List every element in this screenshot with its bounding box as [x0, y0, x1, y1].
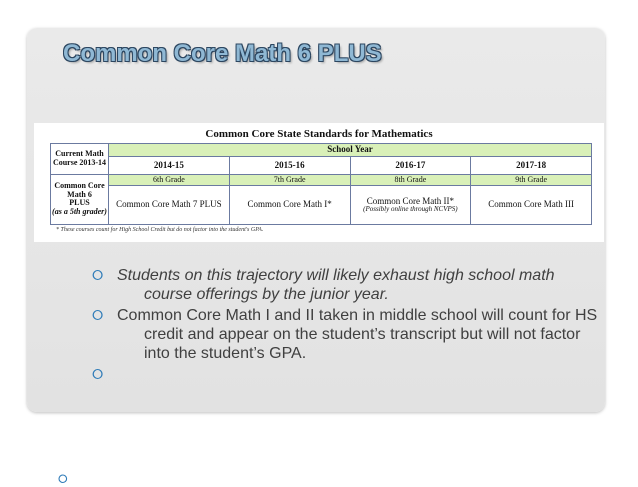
- course-note: (Possibly online through NCVPS): [363, 205, 458, 214]
- slide-title: Common Core Math 6 PLUS: [63, 40, 382, 67]
- bullet-text: Students on this trajectory will likely exhaust high school math course offerings by the junior year.: [117, 267, 555, 303]
- standards-table-figure: [34, 123, 604, 242]
- bullet-item: [92, 306, 602, 363]
- year-cell: 2017-18: [471, 157, 592, 174]
- current-course-cell: [51, 174, 109, 224]
- grade-cell: 9th Grade: [471, 174, 592, 186]
- table-footnote: * These courses count for High School Credit but do not factor into the student's GPA.: [56, 227, 264, 233]
- year-cell: 2015-16: [229, 157, 350, 174]
- course-cell: [229, 186, 350, 225]
- course-cell: [471, 186, 592, 225]
- year-cell: 2014-15: [109, 157, 230, 174]
- course-cell: [109, 186, 230, 225]
- grade-cell: 7th Grade: [229, 174, 350, 186]
- grade-cell: 6th Grade: [109, 174, 230, 186]
- current-course-name: Common Core Math 6: [54, 181, 105, 199]
- course-name: Common Core Math II*: [366, 195, 454, 206]
- ring-bullet-icon: ⭘: [92, 307, 104, 323]
- ring-bullet-icon: ⭘: [92, 267, 104, 283]
- course-name: Common Core Math I*: [247, 199, 332, 210]
- course-name: Common Core Math III: [488, 199, 574, 210]
- ring-bullet-icon: ⭘: [92, 366, 104, 382]
- current-course-plus: PLUS: [69, 198, 90, 208]
- grade-cell: 8th Grade: [350, 174, 471, 186]
- bullet-text: Common Core Math I and II taken in middle school will count for HS credit and appear on the student’s transcript but will not factor into the student’s GPA.: [117, 307, 598, 362]
- current-course-note: (as a 5th grader): [52, 206, 107, 216]
- table-title: Common Core State Standards for Mathematics: [205, 128, 433, 140]
- year-cell: 2016-17: [350, 157, 471, 174]
- school-year-header: School Year: [109, 144, 592, 157]
- bullet-item: [92, 266, 602, 304]
- bullet-list: [92, 266, 602, 382]
- course-name: Common Core Math 7 PLUS: [116, 199, 222, 210]
- ring-bullet-icon: ⭘: [58, 472, 68, 486]
- course-cell: [350, 186, 471, 225]
- standards-table: [50, 143, 592, 225]
- current-course-header: Current Math Course 2013-14: [51, 144, 109, 175]
